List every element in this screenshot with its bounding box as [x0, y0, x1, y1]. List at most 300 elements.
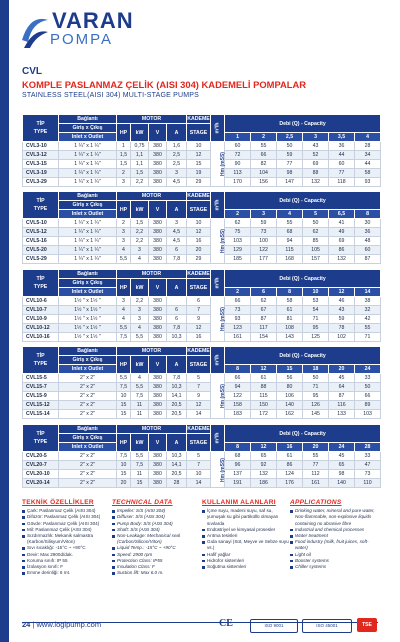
- section-item: Suction lift: Max 6.0 m.: [112, 570, 200, 576]
- value-cell: 92: [251, 461, 277, 470]
- table-row: [23, 169, 381, 178]
- value-cell: 28: [167, 479, 187, 488]
- value-cell: 185: [225, 255, 251, 264]
- value-cell: 1 ¼" x 1 ¼": [59, 228, 117, 237]
- value-cell: 2" x 2": [59, 392, 117, 401]
- table-row: [23, 306, 381, 315]
- pump-table: [22, 424, 381, 488]
- value-cell: 15: [187, 160, 211, 169]
- value-cell: 34: [355, 151, 381, 160]
- value-cell: 29: [187, 178, 211, 187]
- section-teknik: [22, 500, 110, 576]
- value-cell: 2,2: [131, 228, 149, 237]
- value-cell: 1,1: [131, 151, 149, 160]
- section-item: İçme suyu, madeni suyu, saf su, yumuşak su gibi partiküllü olmayan sıvılarda: [202, 508, 290, 527]
- value-cell: 6: [187, 297, 211, 306]
- type-label-tr: TİP: [36, 431, 45, 437]
- section-applications: [290, 500, 378, 570]
- section-item: Sıvı sıcaklığı: -15°C ~ +90°C: [22, 545, 110, 551]
- table-row: [23, 324, 381, 333]
- value-cell: 104: [251, 169, 277, 178]
- flow-value: 8: [277, 288, 303, 297]
- type-label-tr: TİP: [36, 198, 45, 204]
- value-cell: 43: [303, 142, 329, 151]
- value-cell: 32: [355, 306, 381, 315]
- model-cell: CVL5-20: [23, 246, 59, 255]
- value-cell: 380: [149, 151, 167, 160]
- value-cell: 132: [329, 255, 355, 264]
- value-cell: 3: [117, 228, 131, 237]
- section-item: Light oil: [290, 552, 378, 558]
- value-cell: 6: [167, 306, 187, 315]
- value-cell: 7,5: [117, 333, 131, 342]
- value-cell: 103: [225, 237, 251, 246]
- col-kademe-header: KADEME: [187, 426, 210, 432]
- section-list: [290, 508, 378, 570]
- section-item: Soğutma sistemleri: [202, 564, 290, 570]
- value-cell: 60: [329, 160, 355, 169]
- section-item: Gıda sanayi (Süt, Meyve ve Sebze suyu vs.): [202, 539, 290, 551]
- value-cell: 380: [149, 306, 167, 315]
- section-item: Shaft: S/S (AISI 304): [112, 527, 200, 533]
- table-row: [23, 219, 381, 228]
- table-row: [23, 410, 381, 419]
- value-cell: 380: [149, 169, 167, 178]
- value-cell: 1 ¼" x 1 ¼": [59, 160, 117, 169]
- col-inlet-en: Inlet x Outlet: [59, 133, 117, 142]
- table-row: [23, 178, 381, 187]
- value-cell: 93: [355, 178, 381, 187]
- value-cell: 68: [225, 452, 251, 461]
- value-cell: 140: [329, 479, 355, 488]
- value-cell: 380: [149, 410, 167, 419]
- value-cell: 45: [329, 452, 355, 461]
- table-row: [23, 297, 381, 306]
- section-item: Sızdırmazlık: Mekanik salmastra (Karbon/Silisyum/Viton): [22, 533, 110, 545]
- value-cell: 132: [251, 470, 277, 479]
- value-cell: 42: [355, 315, 381, 324]
- col-m3h-header: [211, 192, 225, 219]
- model-cell: CVL20-5: [23, 452, 59, 461]
- cert-iso45001: ISO 45001: [302, 619, 352, 633]
- hm-label: Hm (mSS): [219, 229, 226, 253]
- value-cell: 12: [187, 151, 211, 160]
- col-hp: HP: [117, 279, 131, 297]
- value-cell: 60: [355, 246, 381, 255]
- section-item: Gövde: Paslanmaz Çelik (AISI 304): [22, 521, 110, 527]
- flow-value: 4: [277, 210, 303, 219]
- value-cell: 172: [251, 410, 277, 419]
- value-cell: 62: [225, 219, 251, 228]
- value-cell: 55: [277, 219, 303, 228]
- col-stage: STAGE: [187, 124, 211, 142]
- value-cell: 1 ¼" x 1 ¼": [59, 169, 117, 178]
- value-cell: 1,6: [167, 142, 187, 151]
- col-motor-header: MOTOR: [117, 115, 187, 124]
- col-m3h-header: [211, 425, 225, 452]
- page-number: 24: [22, 620, 31, 629]
- value-cell: 28: [355, 142, 381, 151]
- value-cell: 15: [117, 401, 131, 410]
- value-cell: 3: [131, 306, 149, 315]
- value-cell: 68: [277, 228, 303, 237]
- value-cell: 103: [355, 410, 381, 419]
- col-kademe-header: KADEME: [187, 348, 210, 354]
- value-cell: 45: [329, 374, 355, 383]
- brand-swirl-icon: [20, 12, 50, 50]
- value-cell: 55: [355, 324, 381, 333]
- value-cell: 56: [277, 374, 303, 383]
- type-label-en: TYPE: [33, 206, 48, 212]
- value-cell: 140: [277, 401, 303, 410]
- series-title: CVL: [22, 66, 42, 77]
- value-cell: 89: [355, 401, 381, 410]
- value-cell: 118: [329, 178, 355, 187]
- value-cell: 14: [187, 410, 211, 419]
- hm-label: Hm (mSS): [219, 307, 226, 331]
- model-cell: CVL10-6: [23, 297, 59, 306]
- value-cell: 124: [277, 470, 303, 479]
- value-cell: 4: [117, 315, 131, 324]
- value-cell: 5,5: [117, 374, 131, 383]
- value-cell: 2,5: [167, 160, 187, 169]
- section-item: Difüzör: Paslanmaz Çelik (AISI 304): [22, 514, 110, 520]
- col-stage: STAGE: [187, 279, 211, 297]
- value-cell: 36: [355, 228, 381, 237]
- website-link[interactable]: www.logipump.com: [36, 620, 102, 629]
- model-cell: CVL5-29: [23, 255, 59, 264]
- col-capacity-header: Debi (Q) - Capacity: [225, 425, 381, 443]
- flow-value: 24: [355, 365, 381, 374]
- value-cell: 59: [329, 315, 355, 324]
- value-cell: 66: [355, 392, 381, 401]
- section-item: Industrial and chemical processes: [290, 527, 378, 533]
- table-row: [23, 392, 381, 401]
- value-cell: 5,5: [117, 255, 131, 264]
- col-kademe-header: KADEME: [187, 116, 210, 122]
- value-cell: 2" x 2": [59, 461, 117, 470]
- flow-value: 2: [251, 133, 277, 142]
- value-cell: 65: [329, 461, 355, 470]
- col-connection-header: Bağlantı: [59, 347, 117, 356]
- value-cell: 125: [303, 333, 329, 342]
- flow-value: 10: [303, 288, 329, 297]
- section-item: Devir: Max 2900d/dak.: [22, 552, 110, 558]
- col-a: A: [167, 279, 187, 297]
- m3h-label: m³/h: [214, 277, 221, 289]
- flow-value: 2: [225, 210, 251, 219]
- value-cell: 4: [131, 324, 149, 333]
- table-row: [23, 383, 381, 392]
- value-cell: 112: [303, 470, 329, 479]
- hm-label: Hm (mSS): [219, 152, 226, 176]
- model-cell: CVL15-9: [23, 392, 59, 401]
- value-cell: 88: [251, 383, 277, 392]
- value-cell: 96: [225, 461, 251, 470]
- value-cell: 73: [251, 228, 277, 237]
- section-item: Hafif yağlar: [202, 552, 290, 558]
- col-m3h-header: [211, 347, 225, 374]
- section-item: Drinking water, mineral and pure water, Non-flammable, non-explosive liquids containing no abrasive fibre: [290, 508, 378, 527]
- value-cell: 150: [251, 401, 277, 410]
- hm-label-cell: [211, 219, 225, 264]
- model-cell: CVL10-7: [23, 306, 59, 315]
- model-cell: CVL10-9: [23, 315, 59, 324]
- value-cell: 80: [277, 383, 303, 392]
- value-cell: 3: [117, 237, 131, 246]
- col-connection-header: Bağlantı: [59, 425, 117, 434]
- value-cell: 73: [355, 470, 381, 479]
- section-item: Speed: 2900 rpm: [112, 552, 200, 558]
- col-m3h-header: [211, 270, 225, 297]
- value-cell: 2,5: [167, 151, 187, 160]
- type-label-en: TYPE: [33, 129, 48, 135]
- value-cell: 380: [149, 452, 167, 461]
- cert-iso9001: ISO 9001: [250, 619, 298, 633]
- col-hp: HP: [117, 434, 131, 452]
- value-cell: 50: [355, 383, 381, 392]
- model-cell: CVL15-14: [23, 410, 59, 419]
- flow-value: 5: [303, 210, 329, 219]
- value-cell: 14: [187, 479, 211, 488]
- value-cell: 41: [329, 219, 355, 228]
- section-item: Insulation Class: F: [112, 564, 200, 570]
- value-cell: 7,5: [117, 383, 131, 392]
- value-cell: 9: [187, 315, 211, 324]
- col-a: A: [167, 356, 187, 374]
- value-cell: 15: [117, 410, 131, 419]
- value-cell: 191: [225, 479, 251, 488]
- table-row: [23, 160, 381, 169]
- model-cell: CVL5-10: [23, 219, 59, 228]
- value-cell: 5: [187, 374, 211, 383]
- value-cell: 6: [167, 246, 187, 255]
- value-cell: 1½ " x 1½ ": [59, 324, 117, 333]
- value-cell: 380: [149, 255, 167, 264]
- col-inlet-tr: Giriş x Çıkış: [59, 356, 117, 365]
- flow-value: 2,5: [277, 133, 303, 142]
- flow-value: 3: [251, 210, 277, 219]
- value-cell: 1 ¼" x 1 ¼": [59, 255, 117, 264]
- value-cell: 106: [277, 392, 303, 401]
- value-cell: 10,3: [167, 383, 187, 392]
- value-cell: 48: [355, 237, 381, 246]
- value-cell: 380: [149, 324, 167, 333]
- value-cell: 72: [225, 151, 251, 160]
- flow-value: 14: [355, 288, 381, 297]
- value-cell: 158: [225, 401, 251, 410]
- table-row: [23, 333, 381, 342]
- value-cell: 5,5: [117, 324, 131, 333]
- value-cell: 154: [251, 333, 277, 342]
- value-cell: 2" x 2": [59, 401, 117, 410]
- section-item: Çark: Paslanmaz Çelik (AISI 304): [22, 508, 110, 514]
- value-cell: 132: [303, 178, 329, 187]
- section-item: Food industry (milk, fruit juices, soft-water): [290, 539, 378, 551]
- value-cell: 1 ¼" x 1 ¼": [59, 246, 117, 255]
- table-row: [23, 142, 381, 151]
- col-stage: STAGE: [187, 434, 211, 452]
- value-cell: 1½ " x 1½ ": [59, 315, 117, 324]
- col-hp: HP: [117, 356, 131, 374]
- section-item: Koruma sınıfı: IP 55: [22, 558, 110, 564]
- flow-value: 8: [355, 210, 381, 219]
- col-inlet-en: Inlet x Outlet: [59, 365, 117, 374]
- value-cell: 16: [187, 333, 211, 342]
- tse-mark: TSE: [357, 618, 377, 632]
- value-cell: 156: [251, 178, 277, 187]
- value-cell: 380: [149, 237, 167, 246]
- flow-value: 2: [225, 288, 251, 297]
- m3h-label: m³/h: [214, 122, 221, 134]
- value-cell: 1,5: [131, 169, 149, 178]
- value-cell: 380: [149, 333, 167, 342]
- value-cell: 2,2: [131, 178, 149, 187]
- col-v: V: [149, 434, 167, 452]
- value-cell: 1,1: [131, 160, 149, 169]
- value-cell: 177: [251, 255, 277, 264]
- value-cell: 7,5: [117, 452, 131, 461]
- value-cell: 15: [131, 479, 149, 488]
- type-label-en: TYPE: [33, 361, 48, 367]
- value-cell: 7,5: [131, 392, 149, 401]
- value-cell: 88: [303, 169, 329, 178]
- value-cell: 85: [303, 237, 329, 246]
- model-cell: CVL15-5: [23, 374, 59, 383]
- value-cell: 380: [149, 160, 167, 169]
- value-cell: 143: [277, 333, 303, 342]
- col-type-header: [23, 425, 59, 452]
- flow-value: 20: [303, 443, 329, 452]
- flow-value: 12: [251, 365, 277, 374]
- value-cell: 1½ " x 1½ ": [59, 297, 117, 306]
- value-cell: 2" x 2": [59, 470, 117, 479]
- flow-value: 3,5: [329, 133, 355, 142]
- pump-table: [22, 346, 381, 419]
- value-cell: 64: [329, 383, 355, 392]
- value-cell: 2" x 2": [59, 374, 117, 383]
- model-cell: CVL5-12: [23, 228, 59, 237]
- model-cell: CVL3-15: [23, 160, 59, 169]
- value-cell: 55: [251, 142, 277, 151]
- value-cell: 1,5: [131, 219, 149, 228]
- value-cell: 2" x 2": [59, 383, 117, 392]
- type-label-tr: TİP: [36, 121, 45, 127]
- m3h-label: m³/h: [214, 432, 221, 444]
- col-kw: kW: [131, 124, 149, 142]
- pump-table: [22, 114, 381, 187]
- value-cell: 44: [355, 160, 381, 169]
- value-cell: 380: [149, 315, 167, 324]
- value-cell: 87: [329, 392, 355, 401]
- value-cell: 66: [251, 151, 277, 160]
- value-cell: 380: [149, 142, 167, 151]
- flow-value: 6,5: [329, 210, 355, 219]
- value-cell: 126: [303, 401, 329, 410]
- value-cell: 380: [149, 479, 167, 488]
- brand-logo: [22, 10, 134, 47]
- value-cell: 147: [277, 178, 303, 187]
- model-cell: CVL20-7: [23, 461, 59, 470]
- value-cell: 90: [225, 160, 251, 169]
- value-cell: 20,5: [167, 410, 187, 419]
- value-cell: 3: [167, 169, 187, 178]
- value-cell: 162: [277, 410, 303, 419]
- value-cell: 5,5: [131, 452, 149, 461]
- flow-value: 1: [225, 133, 251, 142]
- col-inlet-tr: Giriş x Çıkış: [59, 434, 117, 443]
- section-title: APPLICATIONS: [290, 499, 342, 506]
- col-motor-header: MOTOR: [117, 425, 187, 434]
- value-cell: 4: [117, 306, 131, 315]
- flow-value: 8: [225, 365, 251, 374]
- value-cell: 29: [187, 255, 211, 264]
- ce-mark: CE: [219, 618, 233, 629]
- model-cell: CVL15-12: [23, 401, 59, 410]
- value-cell: 380: [149, 374, 167, 383]
- value-cell: 4,5: [167, 178, 187, 187]
- value-cell: 115: [277, 246, 303, 255]
- section-item: Emme derinliği: 6 mt.: [22, 570, 110, 576]
- col-inlet-tr: Giriş x Çıkış: [59, 201, 117, 210]
- value-cell: 77: [303, 461, 329, 470]
- col-inlet-tr: Giriş x Çıkış: [59, 279, 117, 288]
- value-cell: 69: [329, 237, 355, 246]
- model-cell: CVL3-19: [23, 169, 59, 178]
- col-stage: STAGE: [187, 356, 211, 374]
- value-cell: 116: [329, 401, 355, 410]
- value-cell: 1 ¼" x 1 ¼": [59, 178, 117, 187]
- table-row: [23, 461, 381, 470]
- value-cell: 161: [303, 479, 329, 488]
- section-kullanim: [202, 500, 290, 570]
- value-cell: 62: [251, 297, 277, 306]
- flow-value: 24: [329, 443, 355, 452]
- section-title: TECHNICAL DATA: [112, 499, 173, 506]
- value-cell: 50: [277, 142, 303, 151]
- col-v: V: [149, 124, 167, 142]
- value-cell: 105: [303, 246, 329, 255]
- hm-label: Hm (mSS): [219, 384, 226, 408]
- value-cell: 12: [187, 228, 211, 237]
- value-cell: 49: [329, 228, 355, 237]
- value-cell: 86: [277, 461, 303, 470]
- col-a: A: [167, 434, 187, 452]
- brand-sub: POMPA: [50, 31, 114, 48]
- section-item: Water treatment: [290, 533, 378, 539]
- value-cell: 47: [355, 461, 381, 470]
- value-cell: 5,5: [131, 333, 149, 342]
- value-cell: 161: [225, 333, 251, 342]
- value-cell: 12: [187, 401, 211, 410]
- flow-value: 28: [355, 443, 381, 452]
- section-item: Arıtma tesisleri: [202, 533, 290, 539]
- value-cell: 20,5: [167, 470, 187, 479]
- col-v: V: [149, 356, 167, 374]
- value-cell: 2" x 2": [59, 479, 117, 488]
- m3h-label: m³/h: [214, 354, 221, 366]
- value-cell: 0,75: [131, 142, 149, 151]
- section-item: Impeller: S/S (AISI 304): [112, 508, 200, 514]
- value-cell: 43: [329, 306, 355, 315]
- table-row: [23, 255, 381, 264]
- col-motor-header: MOTOR: [117, 270, 187, 279]
- value-cell: 6: [167, 315, 187, 324]
- col-inlet-tr: Giriş x Çıkış: [59, 124, 117, 133]
- col-type-header: [23, 347, 59, 374]
- value-cell: 50: [303, 374, 329, 383]
- section-list: [22, 508, 110, 576]
